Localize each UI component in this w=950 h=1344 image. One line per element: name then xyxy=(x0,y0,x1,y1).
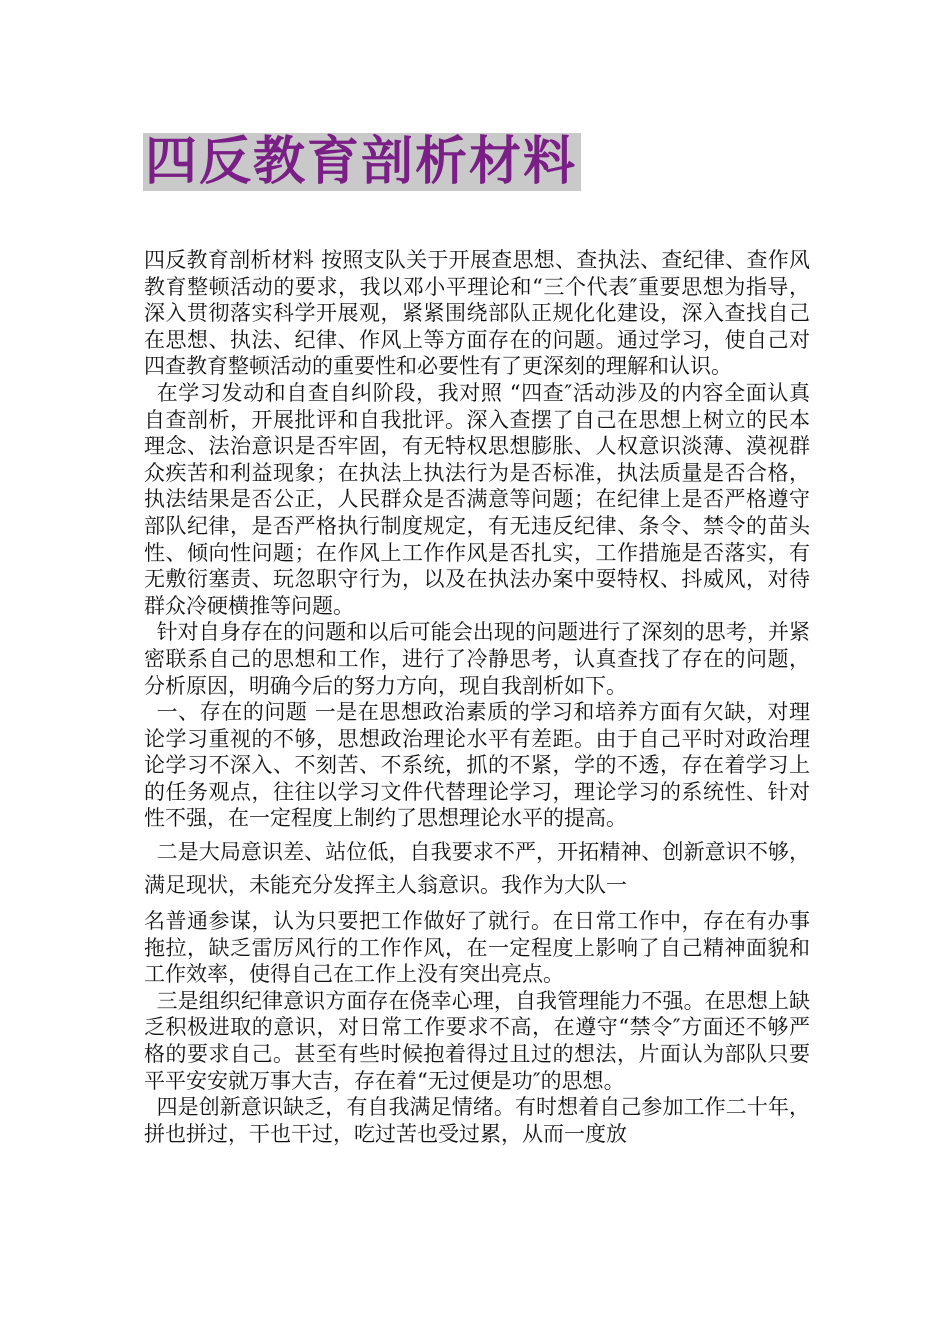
paragraph-problems-one: 一、存在的问题 一是在思想政治素质的学习和培养方面有欠缺，对理论学习重视的不够，思想政治理论水平有差距。由于自己平时对政治理论学习不深入、不刻苦、不系统，抓的不紧，学的不透，存在着学习上的任务观点，往往以学习文件代替理论学习，理论学习的系统性、针对性不强，在一定程度上制约了思想理论水平的提高。 xyxy=(144,700,810,831)
document-body xyxy=(144,247,810,1147)
paragraph-problems-two: 二是大局意识差、站位低，自我要求不严，开拓精神、创新意识不够，满足现状，未能充分发挥主人翁意识。我作为大队一 xyxy=(144,840,810,898)
document-title: 四反教育剖析材料 xyxy=(145,132,578,192)
paragraph-self-check: 在学习发动和自查自纠阶段，我对照 “四查″活动涉及的内容全面认真自查剖析，开展批评和自我批评。深入查摆了自己在思想上树立的民本理念、法治意识是否牢固，有无特权思想膨胀、人权意识淡薄、漠视群众疾苦和利益现象；在执法上执法行为是否标准，执法质量是否合格，执法结果是否公正，人民群众是否满意等问题；在纪律上是否严格遵守部队纪律，是否严格执行制度规定，有无违反纪律、条令、禁令的苗头性、倾向性问题；在作风上工作作风是否扎实，工作措施是否落实，有无敷衍塞责、玩忽职守行为，以及在执法办案中耍特权、抖威风，对待群众冷硬横推等问题。 xyxy=(144,380,810,618)
paragraph-intro: 四反教育剖析材料 按照支队关于开展查思想、查执法、查纪律、查作风教育整顿活动的要求，我以邓小平理论和“三个代表″重要思想为指导，深入贯彻落实科学开展观，紧紧围绕部队正规化化建设，深入查找自己在思想、执法、纪律、作风上等方面存在的问题。通过学习，使自己对四查教育整顿活动的重要性和必要性有了更深刻的理解和认识。 xyxy=(144,248,810,379)
paragraph-reflection: 针对自身存在的问题和以后可能会出现的问题进行了深刻的思考，并紧密联系自己的思想和工作，进行了冷静思考，认真查找了存在的问题，分析原因，明确今后的努力方向，现自我剖析如下。 xyxy=(144,620,810,698)
paragraph-problems-three: 三是组织纪律意识方面存在侥幸心理，自我管理能力不强。在思想上缺乏积极进取的意识，对日常工作要求不高，在遵守“禁令″方面还不够严格的要求自己。甚至有些时候抱着得过且过的想法，片面认为部队只要平平安安就万事大吉，存在着“无过便是功″的思想。 xyxy=(144,988,810,1093)
paragraph-problems-two-continued: 名普通参谋，认为只要把工作做好了就行。在日常工作中，存在有办事拖拉，缺乏雷厉风行的工作作风，在一定程度上影响了自己精神面貌和工作效率，使得自己在工作上没有突出亮点。 xyxy=(144,909,810,987)
title-highlight xyxy=(143,133,581,191)
paragraph-problems-four: 四是创新意识缺乏，有自我满足情绪。有时想着自己参加工作二十年，拼也拼过，干也干过，吃过苦也受过累，从而一度放 xyxy=(144,1095,810,1146)
